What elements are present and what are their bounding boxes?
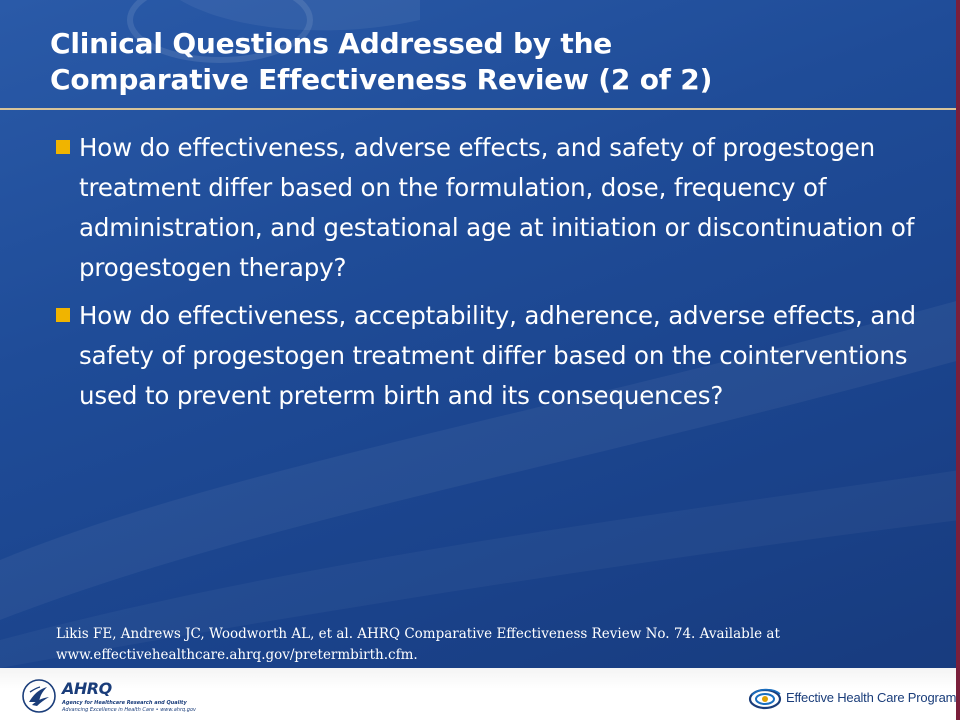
effective-health-care-label: Effective Health Care Program xyxy=(786,690,957,705)
bullet-item xyxy=(50,296,920,416)
slide-title-line: Clinical Questions Addressed by the xyxy=(50,27,613,60)
bullet-text: How do effectiveness, acceptability, adherence, adverse effects, and safety of progestogen treatment differ based on the cointerventions used to prevent preterm birth and its consequences? xyxy=(79,301,916,410)
ahrq-wordmark: AHRQ xyxy=(62,679,112,698)
square-bullet-icon xyxy=(56,140,70,154)
effective-health-care-logo xyxy=(748,684,957,714)
ahrq-agency-name: Agency for Healthcare Research and Quality xyxy=(62,700,187,706)
square-bullet-icon xyxy=(56,308,70,322)
bullet-item xyxy=(50,128,920,288)
citation xyxy=(56,624,916,666)
header-divider xyxy=(0,108,956,110)
citation-line: Likis FE, Andrews JC, Woodworth AL, et al. AHRQ Comparative Effectiveness Review No. 74. Available at xyxy=(56,626,780,642)
bullet-list xyxy=(50,128,920,424)
slide-title xyxy=(50,26,910,98)
slide-title-line: Comparative Effectiveness Review (2 of 2) xyxy=(50,63,713,96)
citation-line: www.effectivehealthcare.ahrq.gov/pretermbirth.cfm. xyxy=(56,647,418,663)
right-edge-accent xyxy=(956,0,960,720)
ahrq-tagline: Advancing Excellence in Health Care • www.ahrq.gov xyxy=(62,707,196,713)
effective-health-care-emblem-icon xyxy=(748,684,784,714)
bullet-text: How do effectiveness, adverse effects, and safety of progestogen treatment differ based on the formulation, dose, frequency of administration, and gestational age at initiation or discontinuation of progestogen therapy? xyxy=(79,133,915,282)
hhs-eagle-seal-icon xyxy=(20,678,58,714)
ahrq-logo xyxy=(62,679,196,716)
